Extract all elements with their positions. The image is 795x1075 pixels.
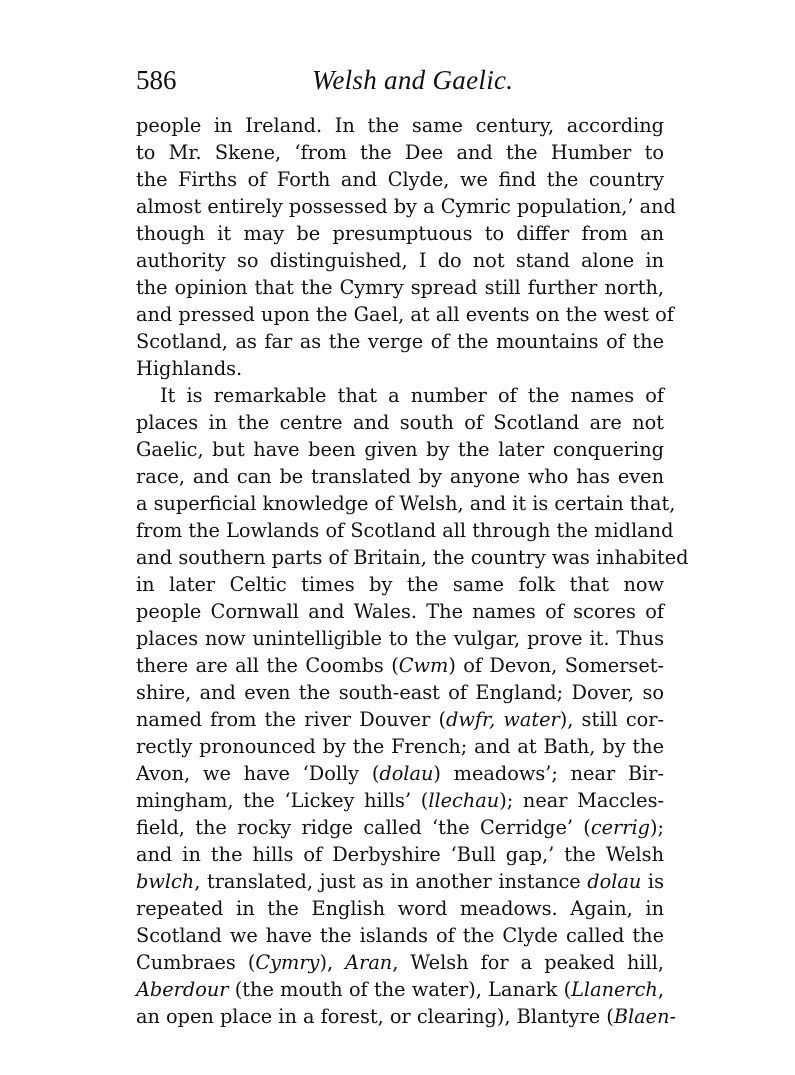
text-line [136,436,664,463]
text-segment: Cumbraes ( [136,951,256,974]
text-line [136,139,664,166]
text-segment: ); [649,816,664,839]
text-segment: people in Ireland. In the same century, according [136,114,664,137]
text-line [136,760,664,787]
text-line [136,814,664,841]
text-line [136,922,664,949]
text-line [136,301,674,328]
text-line [136,571,664,598]
text-line [136,1003,677,1030]
italic-term: Aran [345,951,393,974]
text-line [136,355,664,382]
text-segment: ); near Maccles- [499,789,664,812]
italic-term: dwfr, water [446,708,560,731]
text-segment: , Welsh for a peaked hill, [392,951,664,974]
text-segment: shire, and even the south-east of England; Dover, so [136,681,664,704]
italic-term: dolau [587,870,642,893]
text-segment: a superficial knowledge of Welsh, and it is certain that, [136,492,676,515]
text-segment: named from the river Douver ( [136,708,446,731]
text-segment: Scotland we have the islands of the Clyde called the [136,924,664,947]
text-line [136,949,664,976]
italic-term: llechau [428,789,500,812]
text-line [136,382,664,409]
text-line [136,220,664,247]
text-line [136,517,674,544]
text-line [136,868,664,895]
text-segment: the opinion that the Cymry spread still further north, [136,276,664,299]
body-text [136,112,689,1030]
text-segment: ), [319,951,346,974]
italic-term: bwlch [136,870,195,893]
text-line [136,706,664,733]
text-line [136,652,664,679]
text-line [136,409,664,436]
italic-term: dolau [379,762,434,785]
text-line [136,544,689,571]
text-line [136,274,664,301]
text-line [136,463,664,490]
text-segment: ) of Devon, Somerset- [448,654,665,677]
italic-term: Llanerch [571,978,658,1001]
text-segment: there are all the Coombs ( [136,654,399,677]
running-head: Welsh and Gaelic. [312,65,514,95]
italic-term: Aberdour [136,978,229,1001]
text-segment: race, and can be translated by anyone who has even [136,465,664,488]
text-segment: (the mouth of the water), Lanark ( [228,978,572,1001]
text-segment: Avon, we have ‘Dolly ( [136,762,380,785]
text-segment: ) meadows’; near Bir- [433,762,664,785]
text-line [136,166,664,193]
italic-term: Cymry [255,951,320,974]
text-segment: though it may be presumptuous to differ from an [136,222,664,245]
text-line [136,598,664,625]
text-segment: ), still cor- [559,708,664,731]
text-segment: and southern parts of Britain, the country was inhabited [136,546,689,569]
text-segment: It is remarkable that a number of the names of [160,384,664,407]
italic-term: Cwm [398,654,449,677]
text-segment: field, the rocky ridge called ‘the Cerridge’ ( [136,816,591,839]
text-segment: rectly pronounced by the French; and at Bath, by the [136,735,664,758]
page-number: 586 [136,65,177,95]
text-line [136,247,664,274]
text-segment: is [641,870,664,893]
text-segment: almost entirely possessed by a Cymric population,’ and [136,195,676,218]
text-segment: to Mr. Skene, ‘from the Dee and the Humber to [136,141,664,164]
text-segment: people Cornwall and Wales. The names of scores of [136,600,664,623]
text-line [136,733,664,760]
text-segment: Gaelic, but have been given by the later conquering [136,438,664,461]
text-segment: places now unintelligible to the vulgar, prove it. Thus [136,627,664,650]
text-segment: and in the hills of Derbyshire ‘Bull gap,’ the Welsh [136,843,664,866]
text-segment: places in the centre and south of Scotland are not [136,411,664,434]
text-segment: in later Celtic times by the same folk that now [136,573,664,596]
text-segment: and pressed upon the Gael, at all events on the west of [136,303,674,326]
text-segment: Scotland, as far as the verge of the mountains of the [136,330,664,353]
text-segment: an open place in a forest, or clearing), Blantyre ( [136,1005,614,1028]
text-line [136,787,664,814]
text-line [136,841,664,868]
italic-term: cerrig [590,816,650,839]
text-segment: mingham, the ‘Lickey hills’ ( [136,789,429,812]
italic-term: Blaen- [613,1005,677,1028]
text-segment: repeated in the English word meadows. Again, in [136,897,664,920]
text-line [136,976,664,1003]
text-line [136,328,664,355]
page-header [136,60,664,100]
text-segment: authority so distinguished, I do not stand alone in [136,249,664,272]
text-line [136,895,664,922]
text-segment: , translated, just as in another instance [194,870,588,893]
text-line [136,490,676,517]
text-line [136,112,664,139]
text-segment: , [657,978,664,1001]
text-line [136,193,676,220]
text-line [136,679,664,706]
text-segment: the Firths of Forth and Clyde, we find the country [136,168,664,191]
text-line [136,625,664,652]
text-segment: from the Lowlands of Scotland all through the midland [136,519,674,542]
text-segment: Highlands. [136,357,243,380]
